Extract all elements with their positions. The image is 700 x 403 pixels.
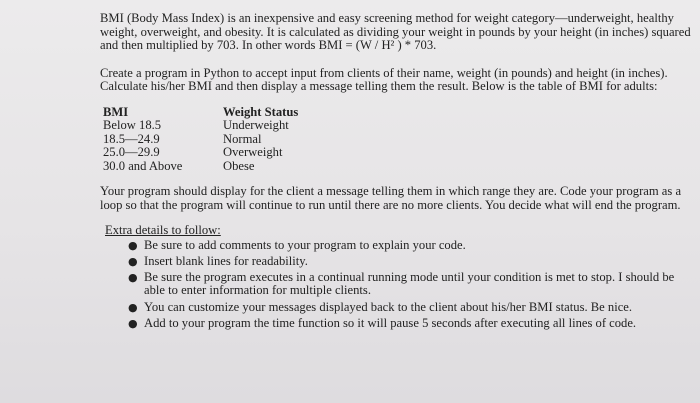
table-cell-status: Overweight [223,145,283,160]
extras-title: Extra details to follow: [105,223,221,238]
list-item-text: Insert blank lines for readability. [144,253,308,268]
table-cell-status: Obese [223,158,255,173]
task-paragraph: Create a program in Python to accept input from clients of their name, weight (in pounds) and height (in inches). Calculate his/her BMI and then display a message telling them the result. Below is the table of BMI for adults: [100,65,668,94]
requirements-paragraph: Your program should display for the client a message telling them in which range they are. Code your program as a loop so that the program will continue to run until there are no more clients. You decide what will end the program. [100,184,682,212]
list-item [100,317,692,330]
table-header-bmi: BMI [103,104,129,119]
bullet-icon: ● [128,254,138,268]
list-item-text: Be sure the program executes in a continual running mode until your condition is met to stop. I should be able to enter information for multiple clients. [144,270,675,298]
table-cell-status: Normal [223,131,262,146]
bullet-icon: ● [128,238,138,252]
assignment-text [100,12,692,333]
table-cell-bmi: 18.5—24.9 [103,131,160,146]
list-item [100,301,692,314]
bullet-icon: ● [128,271,138,285]
bullet-icon: ● [128,316,138,330]
intro-paragraph: BMI (Body Mass Index) is an inexpensive and easy screening method for weight category—underweight, healthy weight, overweight, and obesity. It is calculated as dividing your weight in pounds by your height (in inches) squared and then multiplied by 703. In other words BMI = (W / H² ) * 703. [100,11,691,53]
bmi-table [103,106,692,173]
table-cell-status: Underweight [223,118,289,133]
list-item-text: You can customize your messages displayed back to the client about his/her BMI status. Be nice. [144,299,633,314]
extras-list [100,239,692,330]
table-cell-bmi: 25.0—29.9 [103,145,160,160]
table-cell-bmi: 30.0 and Above [103,158,183,173]
list-item [100,271,692,297]
list-item-text: Add to your program the time function so it will pause 5 seconds after executing all lines of code. [144,315,637,330]
table-cell-bmi: Below 18.5 [103,118,162,133]
list-item-text: Be sure to add comments to your program to explain your code. [144,237,466,252]
list-item [100,239,692,252]
list-item [100,255,692,268]
bullet-icon: ● [128,300,138,314]
table-header-weight-status: Weight Status [223,104,299,119]
